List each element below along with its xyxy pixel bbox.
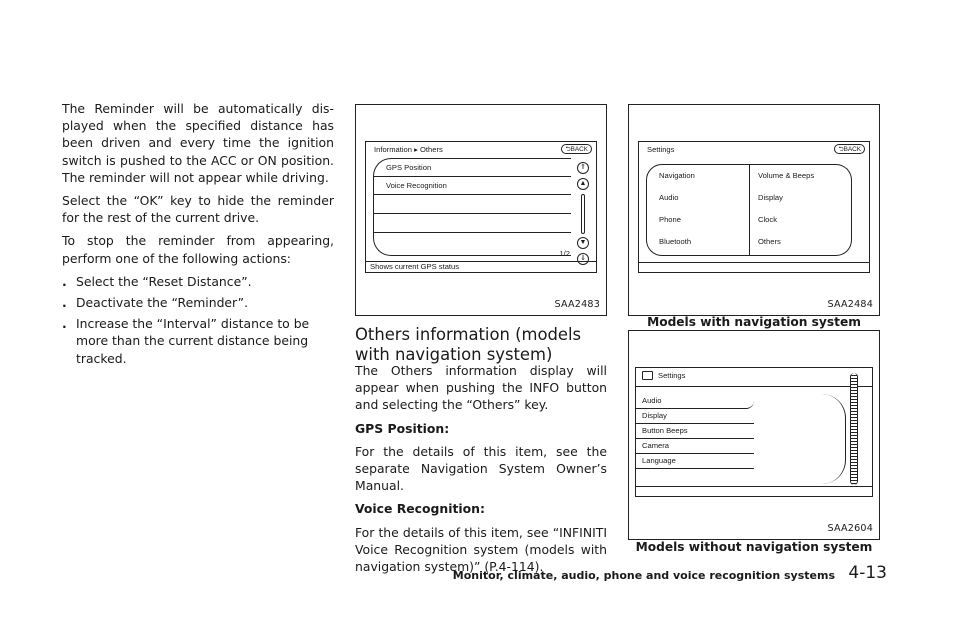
gps-paragraph: For the details of this item, see the separate Navigation System Owner’s Manual. — [355, 443, 607, 494]
footer-text: Monitor, climate, audio, phone and voice recognition systems — [452, 569, 835, 582]
screen-title: Settings — [647, 145, 675, 154]
others-screen — [365, 141, 597, 273]
settings-screen-nav — [638, 141, 870, 273]
scroll-up-icon[interactable]: ▲ — [577, 178, 589, 190]
others-paragraph: The Others information display will appear when pushing the INFO button and selecting the “Others” key. — [355, 363, 607, 413]
settings-left-list — [646, 164, 750, 256]
bullet-mark: . — [62, 295, 67, 311]
menu-item-empty[interactable] — [374, 214, 571, 233]
status-bar: Shows current GPS status — [366, 261, 596, 272]
menu-item-audio[interactable]: Audio — [636, 394, 754, 409]
menu-item-bluetooth[interactable]: Bluetooth — [659, 237, 692, 246]
menu-item-button-beeps[interactable]: Button Beeps — [636, 424, 754, 439]
voice-subheading: Voice Recognition: — [355, 501, 485, 517]
back-button[interactable]: ⮌BACK — [834, 144, 865, 154]
reminder-paragraph: The Reminder will be automatically displayed when the specified distance has been driven and every time the ignition switch is pushed to the ACC or ON position. The reminder will not appear while driving. — [62, 101, 334, 185]
scroll-down-icon[interactable]: ▼ — [577, 237, 589, 249]
menu-item-voice[interactable]: Voice Recognition — [374, 177, 571, 195]
figure-code: SAA2483 — [554, 299, 600, 310]
menu-item-gps[interactable]: GPS Position — [374, 159, 571, 177]
menu-item-display[interactable]: Display — [758, 193, 783, 202]
menu-item-volume[interactable]: Volume & Beeps — [758, 171, 815, 180]
divider — [636, 386, 872, 387]
menu-item-language[interactable]: Language — [636, 454, 754, 469]
figure-settings-no-nav — [628, 330, 880, 540]
menu-item-camera[interactable]: Camera — [636, 439, 754, 454]
left-column — [62, 100, 334, 371]
status-bar — [636, 486, 872, 496]
figure-code: SAA2604 — [827, 523, 873, 534]
scroll-dial[interactable] — [850, 373, 858, 485]
bullet-mark: . — [62, 273, 67, 289]
bullet-item: . Deactivate the “Reminder”. — [62, 295, 249, 311]
figure-others-info — [355, 104, 607, 316]
menu-item-audio[interactable]: Audio — [659, 193, 679, 202]
ok-paragraph: Select the “OK” key to hide the reminder for the rest of the current drive. — [62, 193, 334, 226]
voice-paragraph: For the details of this item, see “INFINITI Voice Recognition system (models with navigation system)” (P.4-114). — [355, 524, 607, 575]
menu-item-navigation[interactable]: Navigation — [659, 171, 695, 180]
gps-subheading: GPS Position: — [355, 420, 450, 436]
menu-item-phone[interactable]: Phone — [659, 215, 681, 224]
bullet-mark: . — [62, 316, 67, 332]
settings-icon — [642, 371, 653, 380]
stop-paragraph: To stop the reminder from appearing, perform one of the following actions: — [62, 233, 334, 266]
settings-right-list — [750, 164, 852, 256]
back-button[interactable]: ⮌BACK — [561, 144, 592, 154]
list-curve — [754, 394, 846, 484]
screen-title: Settings — [658, 371, 686, 380]
figure-caption: Models without navigation system — [635, 540, 873, 554]
status-bar — [639, 262, 869, 272]
figure-settings-nav — [628, 104, 880, 316]
bullet-item: . Increase the “Interval” distance to be more than the current distance being tracked. — [62, 316, 310, 366]
settings-screen-no-nav — [635, 367, 873, 497]
figure-code: SAA2484 — [827, 299, 873, 310]
figure-caption: Models with navigation system — [647, 315, 861, 329]
scrollbar[interactable] — [581, 194, 585, 234]
settings-list — [636, 394, 754, 469]
menu-item-display[interactable]: Display — [636, 409, 754, 424]
menu-item-empty[interactable] — [374, 195, 571, 214]
screen-title: Information ▸ Others — [374, 145, 443, 154]
page-number: 4-13 — [848, 563, 887, 583]
middle-column — [355, 362, 607, 581]
section-heading: Others information (models with navigation system) — [355, 325, 582, 364]
scroll-bottom-icon[interactable]: ⇓ — [577, 253, 589, 265]
bullet-item: . Select the “Reset Distance”. — [62, 273, 252, 289]
page-indicator: 1/2 — [559, 249, 570, 258]
menu-item-others[interactable]: Others — [758, 237, 781, 246]
menu-list — [373, 158, 571, 256]
scroll-top-icon[interactable]: ⇑ — [577, 162, 589, 174]
menu-item-clock[interactable]: Clock — [758, 215, 777, 224]
